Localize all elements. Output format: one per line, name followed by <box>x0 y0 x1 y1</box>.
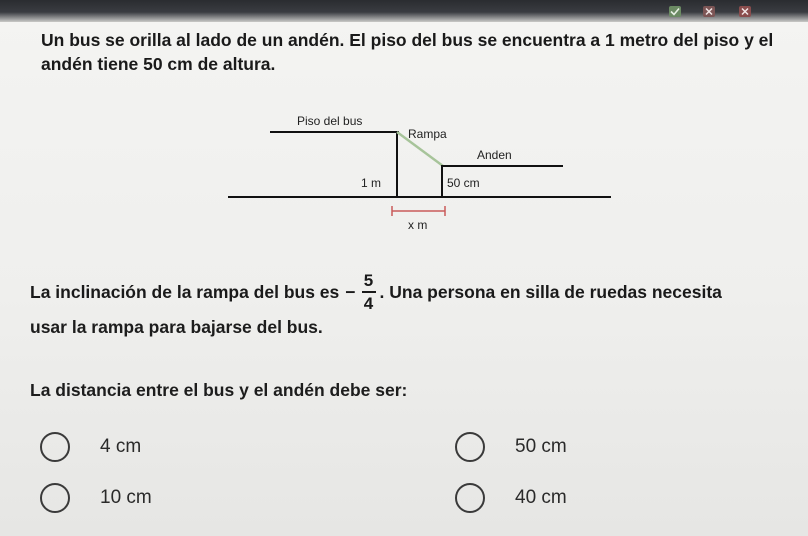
slope-statement <box>30 272 800 312</box>
answer-option[interactable] <box>40 483 152 513</box>
answer-label: 40 cm <box>515 487 567 508</box>
slope-statement-line2: usar la rampa para bajarse del bus. <box>30 317 323 337</box>
ramp-diagram <box>215 108 625 236</box>
answer-label: 4 cm <box>100 436 142 457</box>
label-bus-floor: Piso del bus <box>297 114 363 128</box>
answer-option[interactable] <box>455 483 567 513</box>
negative-sign: − <box>345 282 356 302</box>
label-50cm: 50 cm <box>447 176 480 190</box>
radio-button[interactable] <box>455 432 485 462</box>
fraction-denominator: 4 <box>363 294 374 313</box>
radio-button[interactable] <box>455 483 485 513</box>
radio-button[interactable] <box>40 483 70 513</box>
answer-option[interactable] <box>40 432 141 462</box>
close-icon[interactable] <box>739 6 751 17</box>
answer-option[interactable] <box>455 432 567 462</box>
window-top-bar <box>0 0 808 22</box>
label-1m: 1 m <box>361 176 382 190</box>
slope-fraction <box>362 272 376 312</box>
label-ramp: Rampa <box>408 127 447 141</box>
question-text: La distancia entre el bus y el andén debe ser: <box>30 380 408 400</box>
radio-button[interactable] <box>40 432 70 462</box>
problem-statement: Un bus se orilla al lado de un andén. El piso del bus se encuentra a 1 metro del piso y el andén tiene 50 cm de altura. <box>41 30 774 74</box>
close-icon[interactable] <box>703 6 715 17</box>
answer-label: 10 cm <box>100 487 152 508</box>
label-xm: x m <box>408 218 428 232</box>
label-platform: Anden <box>477 148 512 162</box>
slope-text-before: La inclinación de la rampa del bus es <box>30 282 340 302</box>
fraction-numerator: 5 <box>363 271 374 290</box>
slope-text-after: . Una persona en silla de ruedas necesita <box>379 282 722 302</box>
check-icon[interactable] <box>669 6 681 17</box>
answer-label: 50 cm <box>515 436 567 457</box>
